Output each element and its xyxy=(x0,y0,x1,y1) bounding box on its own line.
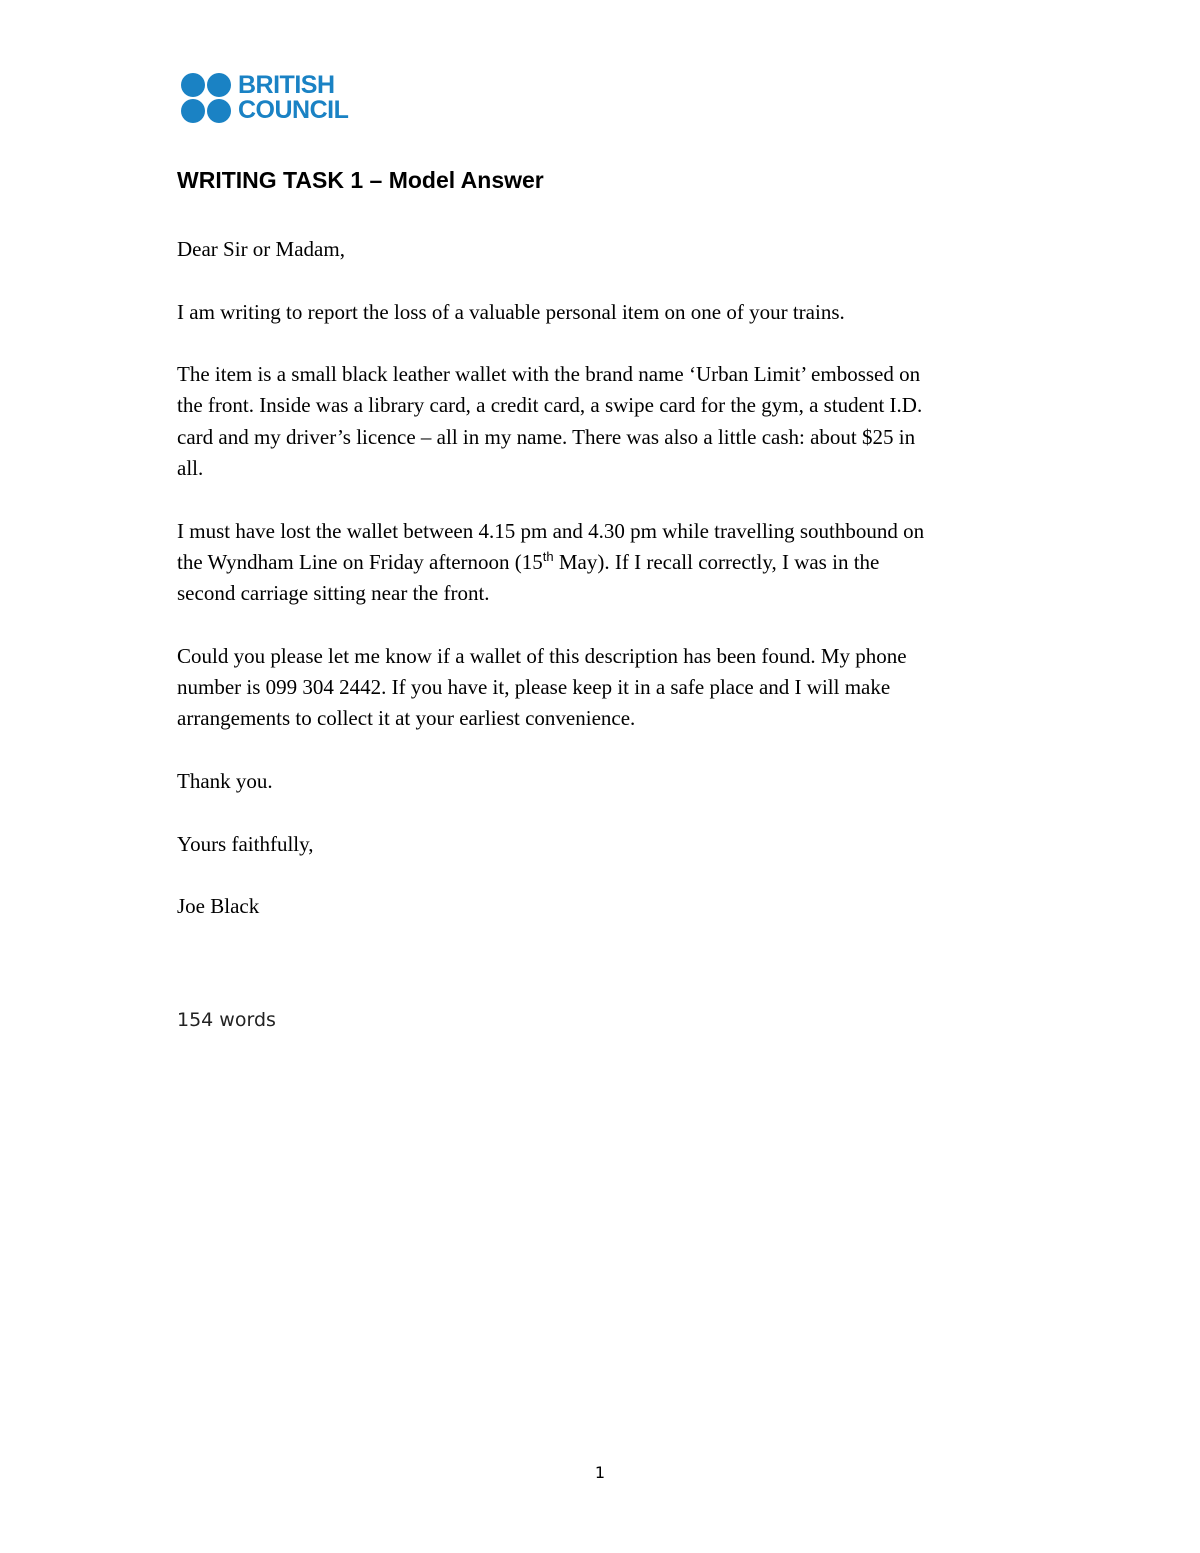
paragraph-1: I am writing to report the loss of a valuable personal item on one of your trains. xyxy=(177,299,845,324)
paragraph-3-text: the Wyndham Line on Friday afternoon (15 xyxy=(177,549,543,574)
paragraph-3 xyxy=(177,516,1027,610)
british-council-logo xyxy=(180,72,348,124)
thanks-line: Thank you. xyxy=(177,769,273,794)
salutation: Dear Sir or Madam, xyxy=(177,237,345,261)
logo-line-2: COUNCIL xyxy=(238,96,349,124)
logo-line-1: BRITISH xyxy=(238,71,335,99)
page-number: 1 xyxy=(594,1463,606,1482)
paragraph-3-line: I must have lost the wallet between 4.15 pm and 4.30 pm while travelling southbound on xyxy=(177,518,925,543)
paragraph-3-text: May). If I recall correctly, I was in the xyxy=(553,549,880,574)
paragraph-4-line: arrangements to collect it at your earliest convenience. xyxy=(177,706,636,731)
ordinal-suffix: th xyxy=(542,548,554,564)
paragraph-3-line xyxy=(177,547,1027,578)
paragraph-4 xyxy=(177,641,1027,735)
word-count: 154 words xyxy=(177,1009,276,1031)
signature: Joe Black xyxy=(177,894,260,919)
logo-dots-icon xyxy=(180,72,232,124)
closing-line: Yours faithfully, xyxy=(177,831,314,856)
paragraph-3-line: second carriage sitting near the front. xyxy=(177,581,490,606)
paragraph-2-line: card and my driver’s licence – all in my name. There was also a little cash: about $25 in xyxy=(177,424,916,449)
paragraph-2 xyxy=(177,359,1027,484)
paragraph-2-line: the front. Inside was a library card, a credit card, a swipe card for the gym, a student I.D. xyxy=(177,393,923,418)
logo-text xyxy=(238,73,348,123)
paragraph-4-line: number is 099 304 2442. If you have it, please keep it in a safe place and I will make xyxy=(177,675,891,700)
page-title: WRITING TASK 1 – Model Answer xyxy=(177,167,544,193)
paragraph-2-line: The item is a small black leather wallet with the brand name ‘Urban Limit’ embossed on xyxy=(177,362,921,387)
paragraph-4-line: Could you please let me know if a wallet of this description has been found. My phone xyxy=(177,643,907,668)
paragraph-2-line: all. xyxy=(177,456,204,481)
letter-body xyxy=(177,234,1027,954)
